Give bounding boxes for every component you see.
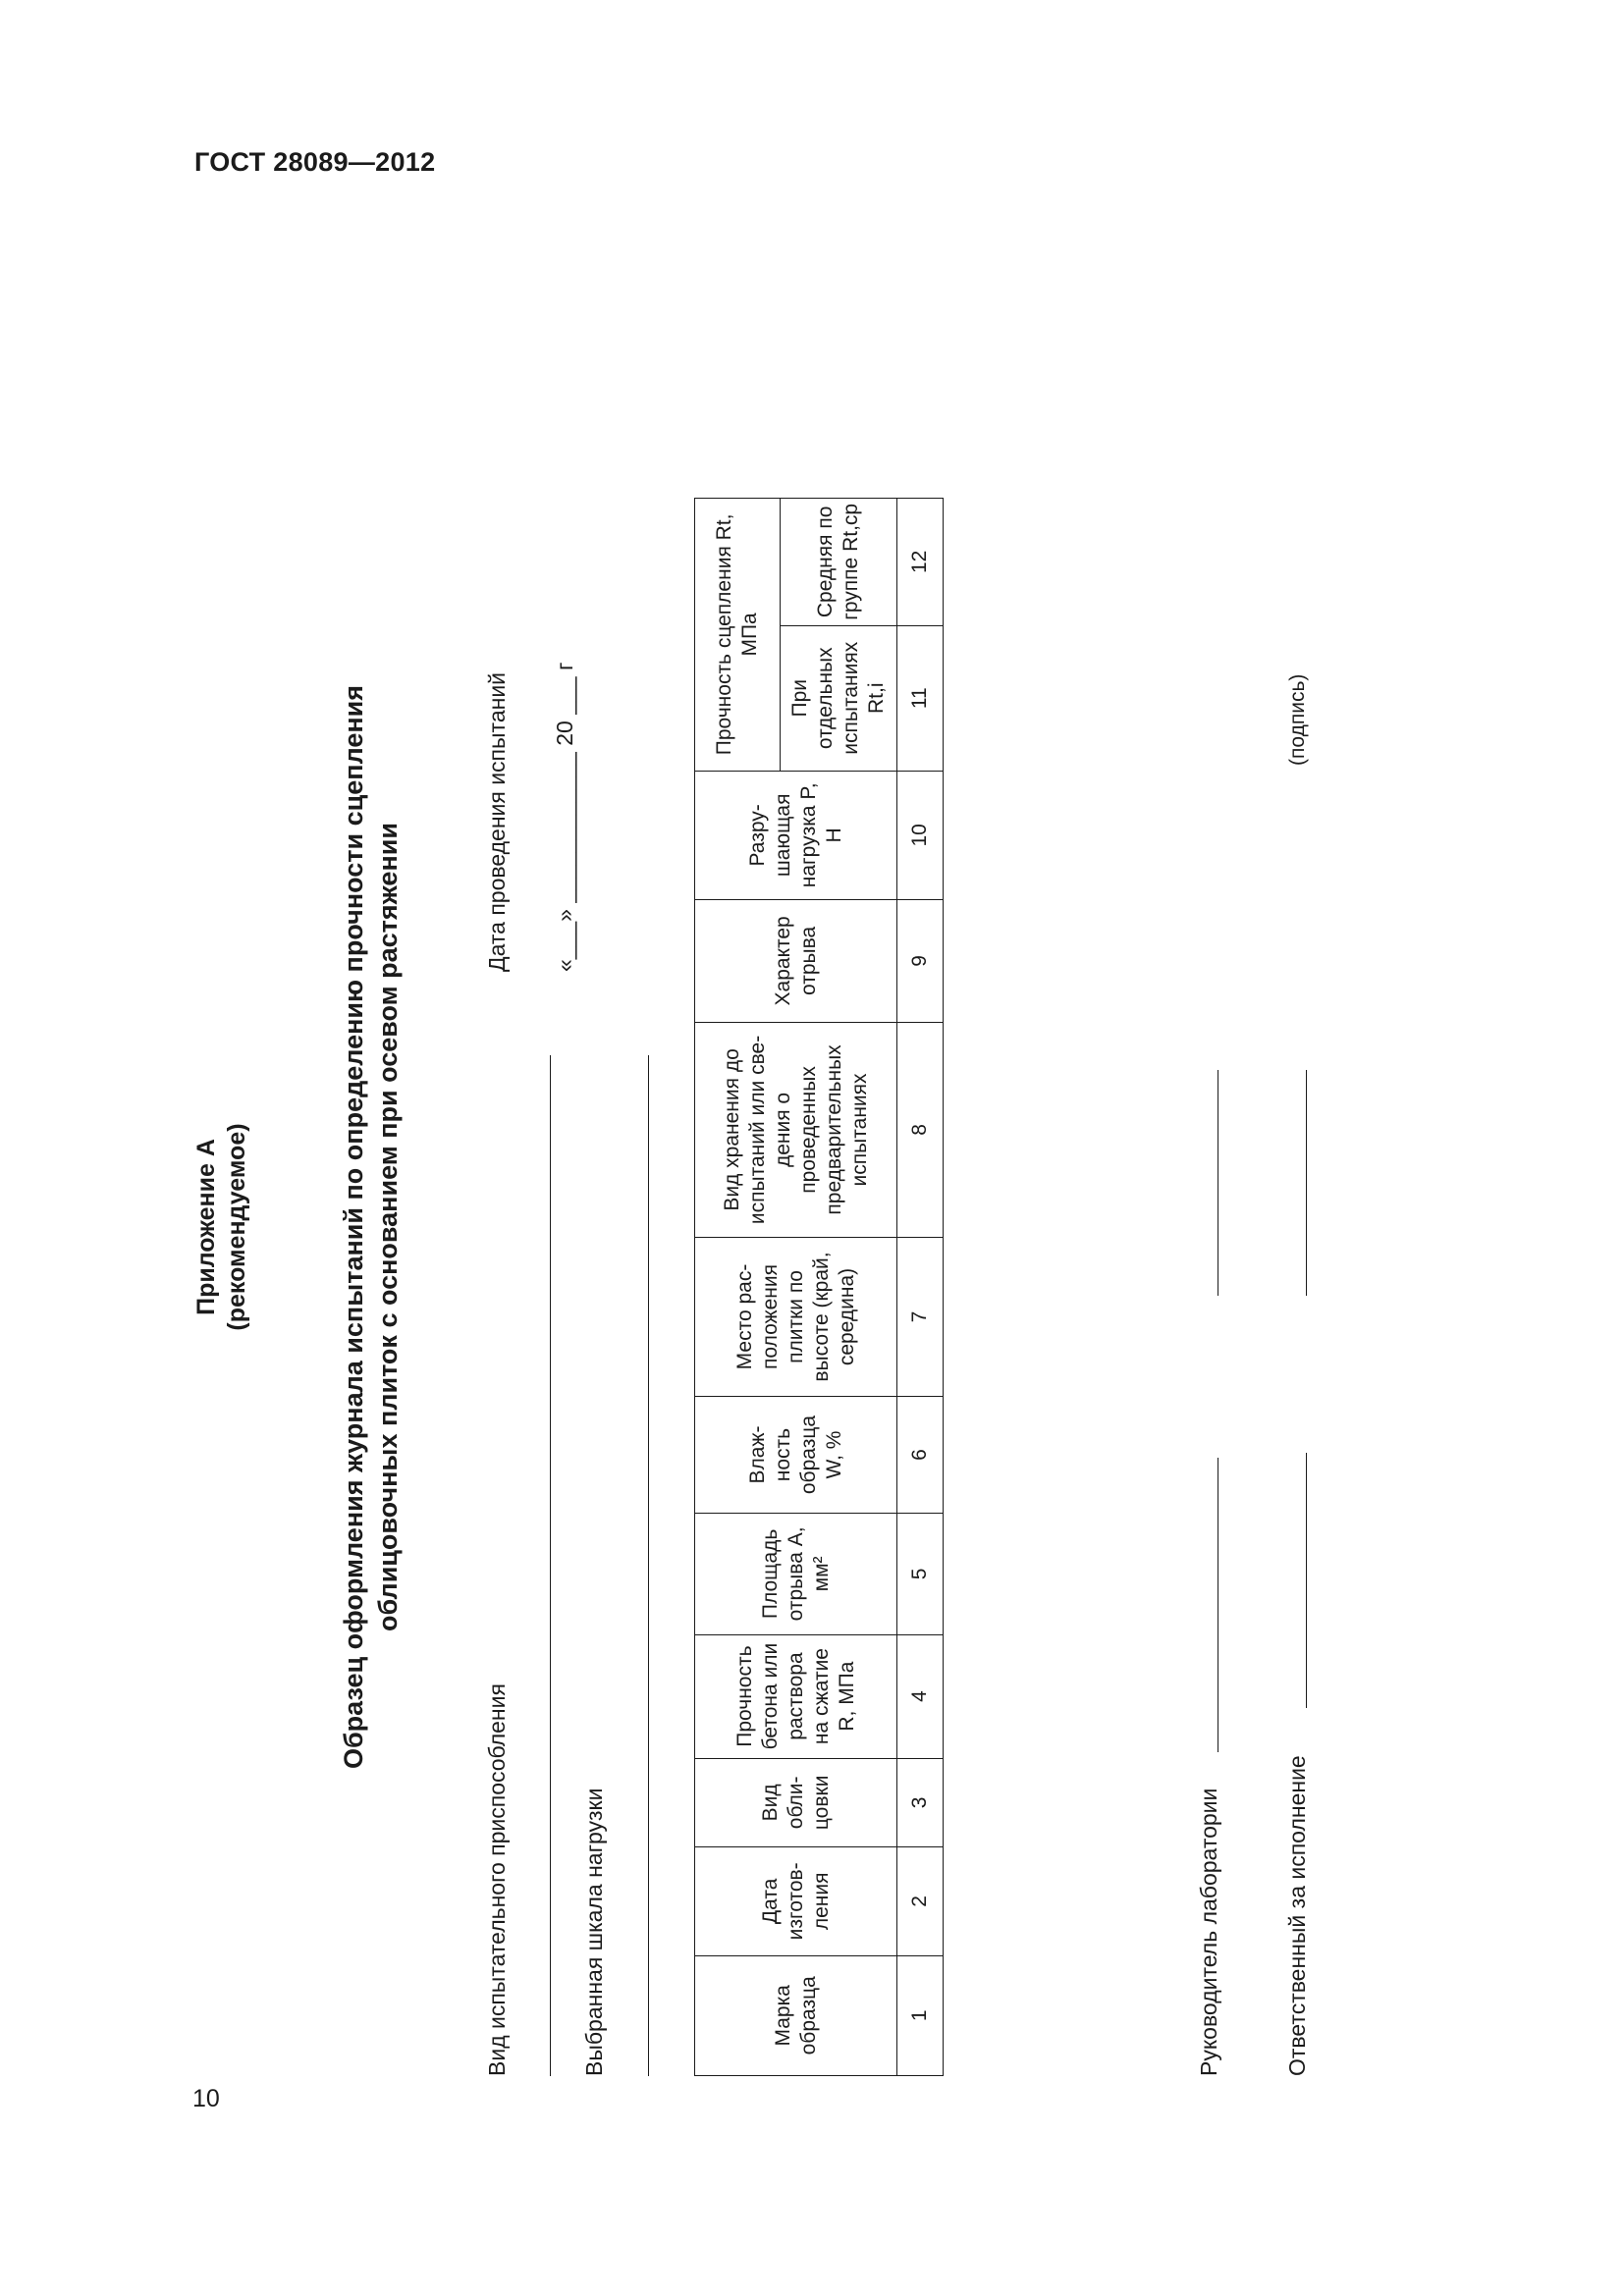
col-number: 5 bbox=[897, 1514, 944, 1634]
col-compressive-strength: Прочность бетона или раствора на сжатие R, МПа bbox=[695, 1634, 897, 1758]
col-number: 1 bbox=[897, 1955, 944, 2075]
column-numbers-row bbox=[897, 499, 944, 2076]
appendix-label: Приложение А bbox=[192, 1139, 220, 1315]
responsible-label: Ответственный за исполнение bbox=[1284, 1755, 1310, 2076]
load-scale-label: Выбранная шкала нагрузки bbox=[581, 1788, 607, 2076]
lab-head-label: Руководитель лаборатории bbox=[1196, 1788, 1221, 2076]
col-sample-mark: Марка образца bbox=[695, 1955, 897, 2075]
col-cladding-type: Вид обли-цовки bbox=[695, 1758, 897, 1847]
col-number: 3 bbox=[897, 1758, 944, 1847]
col-number: 4 bbox=[897, 1634, 944, 1758]
col-number: 8 bbox=[897, 1022, 944, 1237]
col-manufacture-date: Дата изготов-ления bbox=[695, 1847, 897, 1956]
responsible-line-1 bbox=[1306, 1453, 1307, 1708]
load-scale-line bbox=[648, 1055, 649, 2076]
test-date-line: «___» ____________ 20 ___ г bbox=[552, 662, 577, 972]
document-header: ГОСТ 28089—2012 bbox=[194, 147, 436, 177]
col-number: 6 bbox=[897, 1396, 944, 1513]
col-humidity: Влаж-ность образца W, % bbox=[695, 1396, 897, 1513]
header-row-1 bbox=[695, 499, 781, 2076]
col-group-adhesion-strength: Прочность сцепления Rt, МПа bbox=[695, 499, 781, 772]
appendix-heading bbox=[191, 353, 252, 2101]
col-group-average: Средняя по группе Rt,ср bbox=[781, 499, 897, 626]
journal-table bbox=[694, 498, 944, 2076]
device-type-line bbox=[550, 1055, 551, 2076]
page-number: 10 bbox=[192, 2085, 220, 2112]
col-individual-tests: При отдельных испытаниях Rt,i bbox=[781, 625, 897, 771]
test-date-label: Дата проведения испытаний bbox=[484, 671, 510, 972]
col-number: 9 bbox=[897, 899, 944, 1022]
col-number: 12 bbox=[897, 499, 944, 626]
device-type-label: Вид испытательного приспособления bbox=[484, 1683, 510, 2076]
responsible-line-2 bbox=[1306, 1070, 1307, 1296]
col-storage-type: Вид хранения до испытаний или све-дения о проведенных предварительных испытаниях bbox=[695, 1022, 897, 1237]
col-number: 10 bbox=[897, 771, 944, 899]
col-separation-character: Характер отрыва bbox=[695, 899, 897, 1022]
form-title bbox=[337, 353, 406, 2101]
title-line-1: Образец оформления журнала испытаний по определению прочности сцепления bbox=[339, 684, 368, 1770]
col-breaking-load: Разру-шающая нагрузка P, Н bbox=[695, 771, 897, 899]
col-number: 11 bbox=[897, 625, 944, 771]
appendix-status: (рекомендуемое) bbox=[223, 1123, 250, 1331]
col-tile-location: Место рас-положения плитки по высоте (край, середина) bbox=[695, 1238, 897, 1397]
signature-caption: (подпись) bbox=[1286, 673, 1309, 766]
title-line-2: облицовочных плиток с основанием при осевом растяжении bbox=[373, 823, 403, 1631]
landscape-form bbox=[157, 353, 1483, 2101]
col-number: 2 bbox=[897, 1847, 944, 1956]
col-number: 7 bbox=[897, 1238, 944, 1397]
col-separation-area: Площадь отрыва А, мм² bbox=[695, 1514, 897, 1634]
